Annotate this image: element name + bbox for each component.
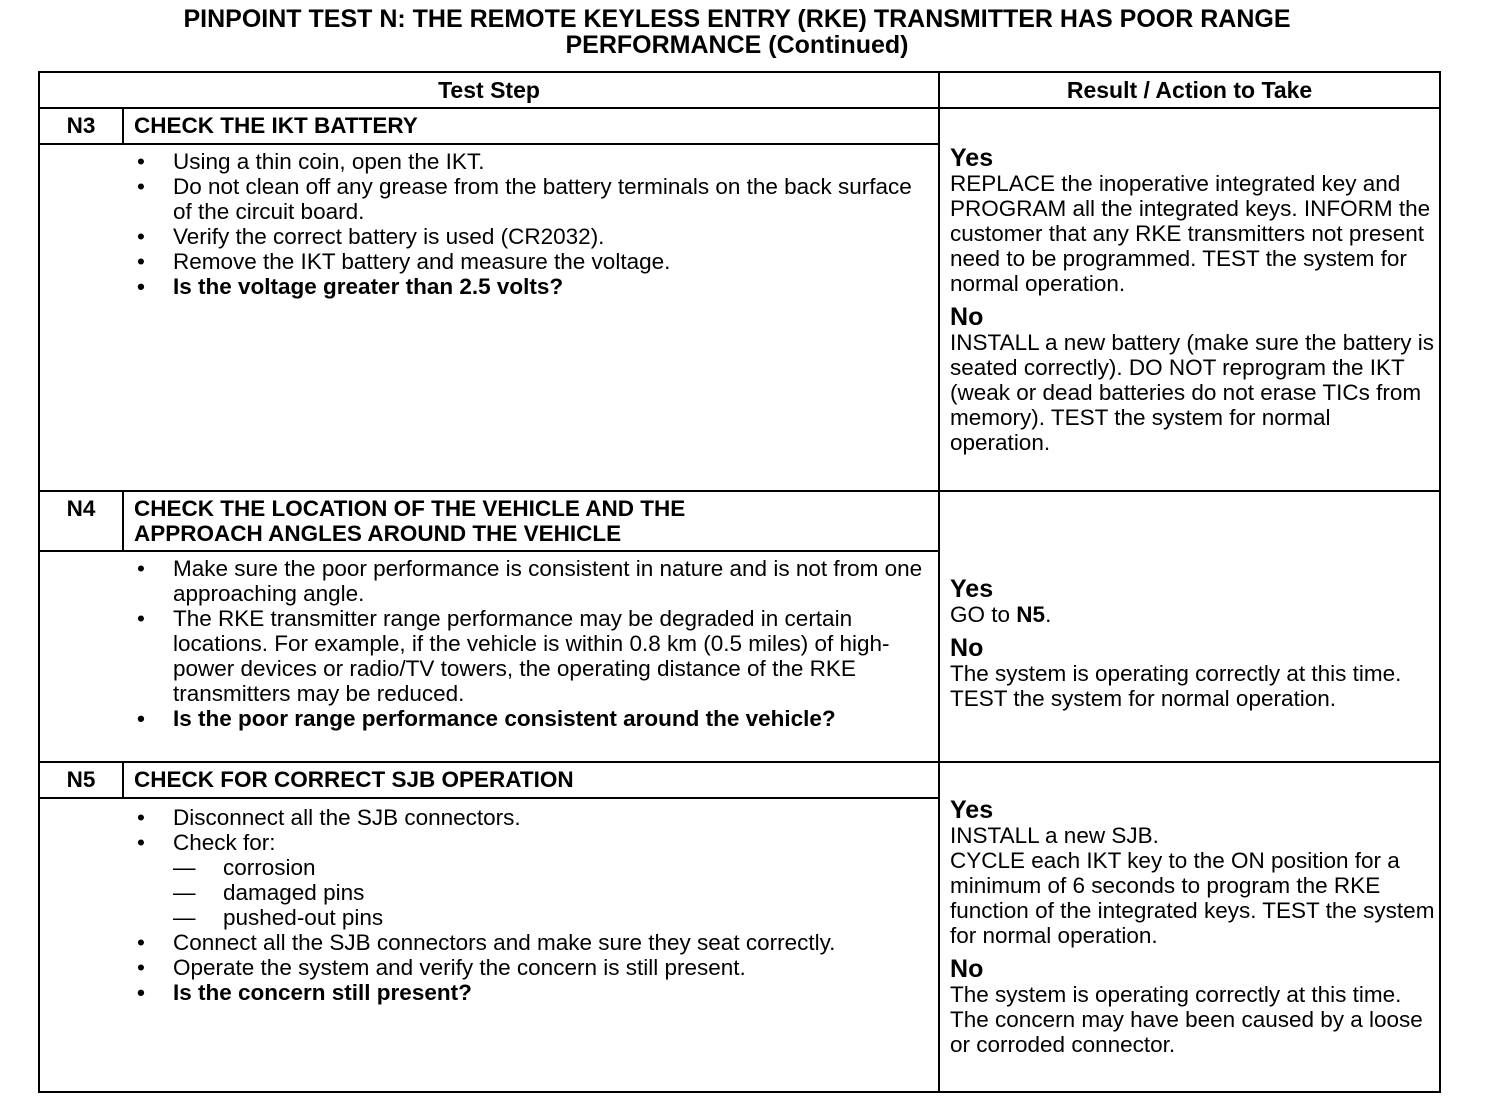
bullet-icon: •: [137, 955, 145, 980]
bullet-icon: •: [137, 224, 145, 249]
list-item-question: • Is the voltage greater than 2.5 volts?: [137, 274, 564, 299]
bullet-icon: •: [137, 930, 145, 955]
bullet-icon: •: [137, 606, 145, 631]
step-id: N5: [39, 762, 123, 798]
dash-icon: —: [173, 855, 196, 880]
step-title: CHECK THE IKT BATTERY: [123, 108, 939, 144]
list-item-question: • Is the concern still present?: [137, 980, 472, 1005]
page-title: [0, 6, 1474, 58]
sub-list: [173, 855, 932, 930]
sub-list-item: — damaged pins: [173, 880, 365, 905]
list-item: • Make sure the poor performance is consistent in nature and is not from one approaching angle.: [137, 556, 923, 606]
title-line-2: PERFORMANCE (Continued): [565, 31, 909, 59]
dash-icon: —: [173, 905, 196, 930]
step-n4-title-row: [39, 491, 1440, 551]
list-item: • Remove the IKT battery and measure the voltage.: [137, 249, 671, 274]
step-n4-procedure: [123, 551, 939, 762]
bullet-icon: •: [137, 274, 145, 299]
step-title: CHECK THE LOCATION OF THE VEHICLE AND THE APPROACH ANGLES AROUND THE VEHICLE: [123, 491, 939, 551]
yes-label: Yes: [950, 796, 994, 824]
no-action: INSTALL a new battery (make sure the battery is seated correctly). DO NOT reprogram the IKT (weak or dead batteries do not erase TICs from memory). TEST the system for normal operation.: [950, 329, 1434, 455]
step-n5-procedure: [123, 798, 939, 1092]
yes-label: Yes: [950, 143, 994, 172]
yes-action-1: INSTALL a new SJB.: [950, 823, 1159, 848]
list-item: • Do not clean off any grease from the battery terminals on the back surface of the circuit board.: [137, 174, 912, 224]
yes-action: GO to N5.: [950, 602, 1052, 627]
bullet-icon: •: [137, 249, 145, 274]
step-n4-result: [939, 491, 1440, 762]
list-item: • Connect all the SJB connectors and make sure they seat correctly.: [137, 930, 836, 955]
step-id-spacer: [39, 798, 123, 1092]
step-n5-title-row: [39, 762, 1440, 798]
step-n5-result: [939, 762, 1440, 1092]
table-header-row: [39, 72, 1440, 108]
step-n3-procedure: [123, 144, 939, 491]
list-item-question: • Is the poor range performance consistent around the vehicle?: [137, 706, 836, 731]
header-test-step: Test Step: [39, 72, 939, 108]
list-item: • Check for: — corrosion — damaged pins — pushed-out pins: [135, 830, 932, 930]
list-item: • The RKE transmitter range performance may be degraded in certain locations. For example, if the vehicle is within 0.8 km (0.5 miles) of high-power devices or radio/TV towers, the operating distance of the RKE transmitters may be reduced.: [137, 606, 890, 706]
step-link: N5: [1016, 602, 1046, 627]
yes-label: Yes: [950, 575, 994, 603]
step-title: CHECK FOR CORRECT SJB OPERATION: [123, 762, 939, 798]
bullet-icon: •: [137, 556, 145, 581]
header-result: Result / Action to Take: [939, 72, 1440, 108]
list-item: • Verify the correct battery is used (CR2032).: [137, 224, 605, 249]
no-action: The system is operating correctly at this time. TEST the system for normal operation.: [950, 661, 1402, 711]
bullet-icon: •: [137, 174, 145, 199]
step-n3-result: [939, 108, 1440, 491]
list-item: • Disconnect all the SJB connectors.: [137, 805, 521, 830]
bullet-icon: •: [137, 149, 145, 174]
step-id: N3: [39, 108, 123, 144]
bullet-icon: •: [137, 805, 145, 830]
step-id-spacer: [39, 144, 123, 491]
dash-icon: —: [173, 880, 196, 905]
no-label: No: [950, 302, 984, 331]
title-line-1: PINPOINT TEST N: THE REMOTE KEYLESS ENTRY (RKE) TRANSMITTER HAS POOR RANGE: [183, 5, 1291, 33]
no-label: No: [950, 634, 984, 662]
yes-action-2: CYCLE each IKT key to the ON position for a minimum of 6 seconds to program the RKE function of the integrated keys. TEST the system for normal operation.: [950, 848, 1435, 948]
list-item: • Using a thin coin, open the IKT.: [137, 149, 485, 174]
sub-list-item: — corrosion: [173, 855, 316, 880]
bullet-icon: •: [137, 706, 145, 731]
no-action: The system is operating correctly at this time. The concern may have been caused by a loose or corroded connector.: [950, 982, 1423, 1057]
yes-action: REPLACE the inoperative integrated key and PROGRAM all the integrated keys. INFORM the customer that any RKE transmitters not present need to be programmed. TEST the system for normal operation.: [950, 170, 1431, 296]
bullet-icon: •: [137, 830, 145, 855]
step-n3-title-row: [39, 108, 1440, 144]
list-item: • Operate the system and verify the concern is still present.: [137, 955, 746, 980]
no-label: No: [950, 955, 984, 983]
sub-list-item: — pushed-out pins: [173, 905, 384, 930]
step-id: N4: [39, 491, 123, 551]
bullet-icon: •: [137, 980, 145, 1005]
step-id-spacer: [39, 551, 123, 762]
pinpoint-test-table: [38, 71, 1441, 1093]
